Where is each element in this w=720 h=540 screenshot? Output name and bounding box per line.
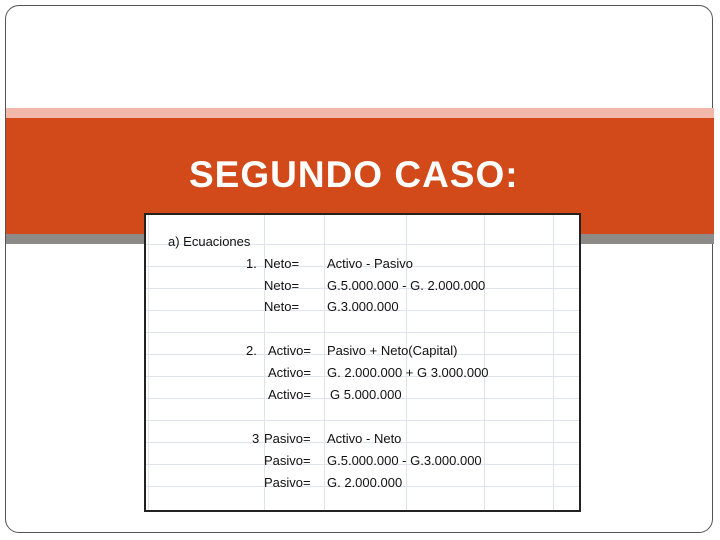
equation-left: Activo= bbox=[268, 387, 311, 402]
equation-number: 1. bbox=[246, 256, 257, 271]
equation-left: Neto= bbox=[264, 256, 300, 271]
equation-right: Pasivo + Neto(Capital) bbox=[327, 343, 458, 358]
equation-right: G. 2.000.000 bbox=[327, 475, 403, 490]
equation-right: G.5.000.000 - G.3.000.000 bbox=[327, 453, 482, 468]
grid-row-line bbox=[146, 420, 579, 421]
grid-row-line bbox=[146, 332, 579, 333]
equation-right: Activo - Pasivo bbox=[327, 256, 413, 271]
equation-right: G 5.000.000 bbox=[330, 387, 402, 402]
equation-right: G.5.000.000 - G. 2.000.000 bbox=[327, 278, 486, 293]
equation-left: Pasivo= bbox=[264, 475, 311, 490]
spreadsheet-image bbox=[144, 213, 581, 512]
grid-col-line bbox=[553, 215, 554, 510]
equation-left: Pasivo= bbox=[264, 431, 311, 446]
grid-col-line bbox=[484, 215, 485, 510]
equation-left: Activo= bbox=[268, 365, 311, 380]
equation-number: 2. bbox=[246, 343, 257, 358]
grid-col-line bbox=[324, 215, 325, 510]
equation-number: 3 bbox=[252, 431, 260, 446]
grid-col-line bbox=[148, 215, 149, 510]
equation-right: Activo - Neto bbox=[327, 431, 402, 446]
equation-right: G. 2.000.000 + G 3.000.000 bbox=[327, 365, 489, 380]
title-band-top-stripe bbox=[6, 108, 714, 118]
section-label: a) Ecuaciones bbox=[168, 234, 251, 249]
equation-left: Activo= bbox=[268, 343, 311, 358]
equation-left: Pasivo= bbox=[264, 453, 311, 468]
equation-right: G.3.000.000 bbox=[327, 299, 399, 314]
equation-left: Neto= bbox=[264, 278, 300, 293]
slide-title: SEGUNDO CASO: bbox=[189, 154, 519, 195]
equation-left: Neto= bbox=[264, 299, 300, 314]
